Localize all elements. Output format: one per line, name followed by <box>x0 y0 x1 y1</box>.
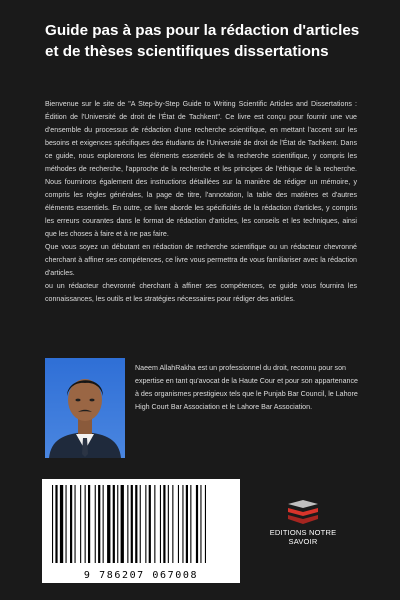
publisher-name: EDITIONS NOTRE SAVOIR <box>269 528 337 546</box>
back-cover-description <box>45 98 357 306</box>
author-bio: Naeem AllahRakha est un professionnel du droit, reconnu pour son expertise en tant qu'avocat de la Haute Cour et pour son appartenance à des organismes prestigieux tels que le Punjab Bar Council, le Lahore High Court Bar Association et le Lahore Bar Association. <box>135 364 358 411</box>
isbn-number: 9 786207 067008 <box>83 570 199 581</box>
description-paragraph-1: Bienvenue sur le site de "A Step-by-Step Guide to Writing Scientific Articles and Dissertations : Édition de l'Université de droit de l'État de Tachkent". Ce livre est conçu pour fournir une vue d'ensemble du processus de rédaction d'une recherche scientifique, en mettant l'accent sur les besoins et exigences spécifiques des étudiants de l'Université de droit de l'État de Tachkent. Dans ce guide, nous explorerons les éléments essentiels de la recherche scientifique, y compris les méthodes de recherche, l'approche de la recherche et les principes de l'éthique de la recherche. Nous fournirons également des instructions détaillées sur la manière de rédiger un mémoire, y compris les règles générales, la page de titre, l'annotation, la table des matières et d'autres éléments essentiels. En outre, ce livre aborde les spécificités de la rédaction d'articles, y compris les erreurs courantes dans le format de rédaction d'articles, les conseils et les techniques, ainsi que les choses à faire et à ne pas faire. <box>45 100 357 238</box>
isbn-barcode <box>42 479 240 583</box>
book-title: Guide pas à pas pour la rédaction d'articles et de thèses scientifiques dissertations <box>45 22 360 60</box>
publisher-block <box>258 500 348 546</box>
author-photo <box>45 358 125 458</box>
description-paragraph-2: Que vous soyez un débutant en rédaction de recherche scientifique ou un rédacteur chevronné cherchant à affiner ses compétences, ce livre vous permettra de vous familiariser avec la rédaction d'articles. <box>45 243 357 277</box>
description-paragraph-3: ou un rédacteur chevronné cherchant à affiner ses compétences, ce guide vous fournira les connaissances, les outils et les stratégies nécessaires pour rédiger des articles. <box>45 282 357 303</box>
publisher-logo-icon <box>286 500 320 524</box>
